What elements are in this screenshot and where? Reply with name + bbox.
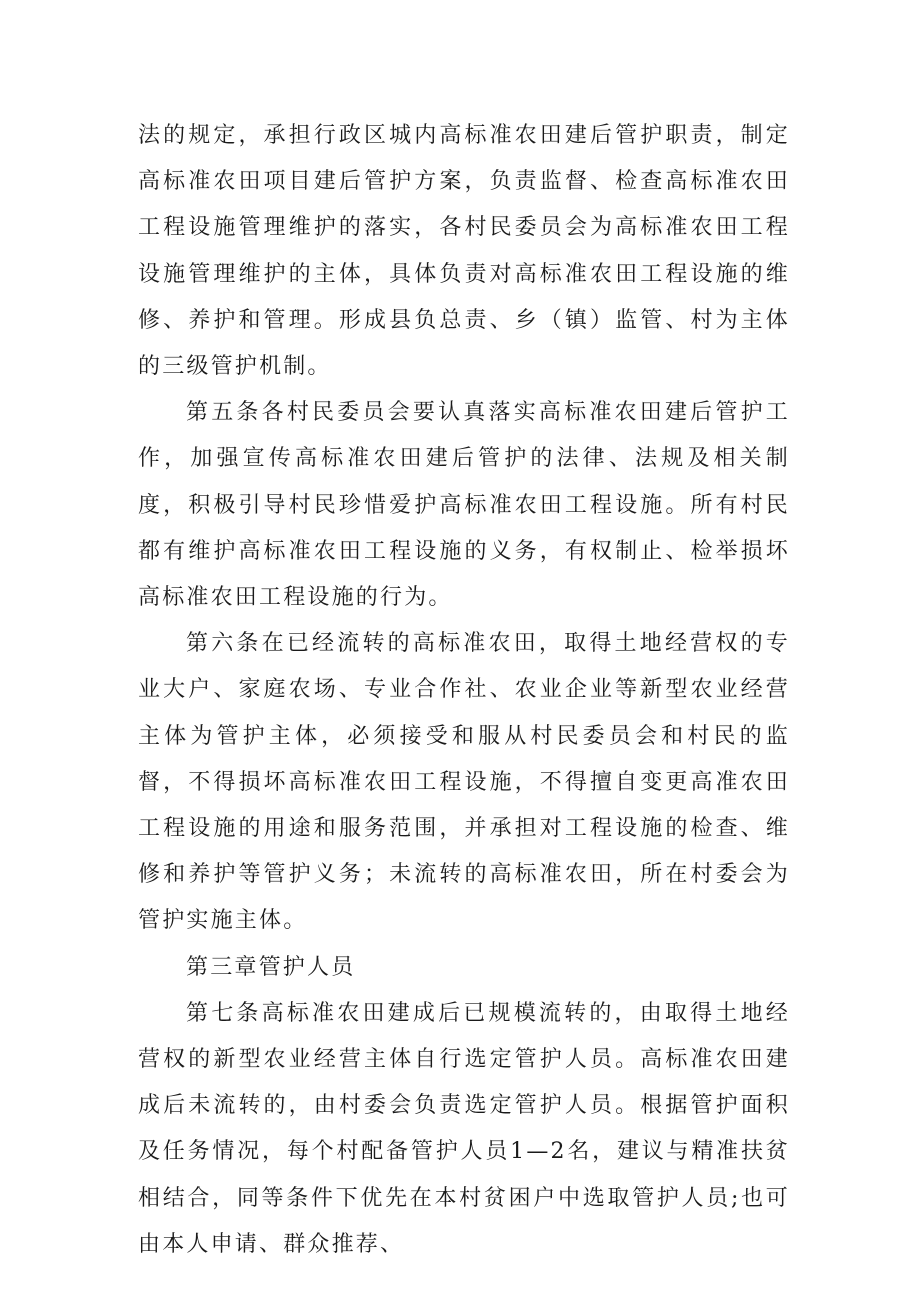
paragraph-article-7: 第七条高标准农田建成后已规模流转的，由取得土地经营权的新型农业经营主体自行选定管护人员。高标准农田建成后未流转的，由村委会负责选定管护人员。根据管护面积及任务情况，每个村配备管护人员1—2名，建议与精准扶贫相结合，同等条件下优先在本村贫困户中选取管护人员;也可由本人申请、群众推荐、 bbox=[138, 1000, 790, 1257]
document-page bbox=[138, 113, 790, 1268]
chapter-heading: 第三章管护人员 bbox=[186, 954, 356, 980]
paragraph-article-6: 第六条在已经流转的高标准农田，取得土地经营权的专业大户、家庭农场、专业合作社、农业企业等新型农业经营主体为管护主体，必须接受和服从村民委员会和村民的监督，不得损坏高标准农田工程设施，不得擅自变更高准农田工程设施的用途和服务范围，并承担对工程设施的检查、维修和养护等管护义务；未流转的高标准农田，所在村委会为管护实施主体。 bbox=[138, 631, 790, 934]
paragraph-article-5: 第五条各村民委员会要认真落实高标准农田建后管护工作，加强宣传高标准农田建后管护的法律、法规及相关制度，积极引导村民珍惜爱护高标准农田工程设施。所有村民都有维护高标准农田工程设施的义务，有权制止、检举损坏高标准农田工程设施的行为。 bbox=[138, 400, 790, 611]
paragraph-continuation: 法的规定，承担行政区城内高标准农田建后管护职责，制定高标准农田项目建后管护方案，负责监督、检查高标准农田工程设施管理维护的落实，各村民委员会为高标准农田工程设施管理维护的主体，具体负责对高标准农田工程设施的维修、养护和管理。形成县负总责、乡（镇）监管、村为主体的三级管护机制。 bbox=[138, 123, 790, 380]
